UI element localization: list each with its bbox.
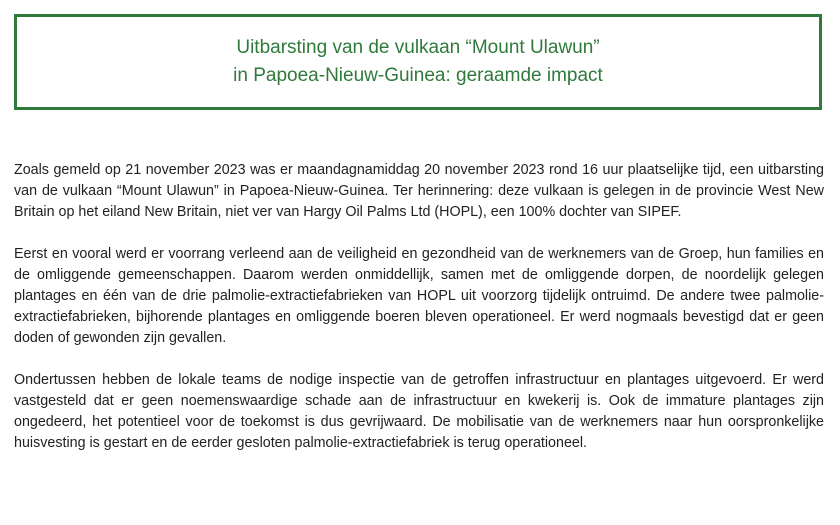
paragraph-safety: Eerst en vooral werd er voorrang verleend aan de veiligheid en gezondheid van de werknemers van de Groep, hun families en de omliggende gemeenschappen. Daarom werden onmiddellijk, samen met de omliggende dorpen, de noordelijk gelegen plantages en één van de drie palmolie-extractiefabrieken van HOPL uit voorzorg tijdelijk ontruimd. De andere twee palmolie-extractiefabrieken, bijhorende plantages en omliggende boeren bleven operationeel. Er werd nogmaals bevestigd dat er geen doden of gewonden zijn gevallen. [14, 246, 824, 346]
document-body [14, 160, 824, 476]
paragraph-intro: Zoals gemeld op 21 november 2023 was er maandagnamiddag 20 november 2023 rond 16 uur plaatselijke tijd, een uitbarsting van de vulkaan “Mount Ulawun” in Papoea-Nieuw-Guinea. Ter herinnering: deze vulkaan is gelegen in de provincie West New Britain op het eiland New Britain, niet ver van Hargy Oil Palms Ltd (HOPL), een 100% dochter van SIPEF. [14, 162, 824, 220]
document-title-line-1: Uitbarsting van de vulkaan “Mount Ulawun” [236, 37, 600, 58]
document-title-line-2: in Papoea-Nieuw-Guinea: geraamde impact [233, 65, 603, 86]
paragraph-inspection: Ondertussen hebben de lokale teams de nodige inspectie van de getroffen infrastructuur en plantages uitgevoerd. Er werd vastgesteld dat er geen noemenswaardige schade aan de infrastructuur en kwekerij is. Ook de immature plantages zijn ongedeerd, het potentieel voor de toekomst is dus gevrijwaard. De mobilisatie van de werknemers naar hun oorspronkelijke huisvesting is gestart en de eerder gesloten palmolie-extractiefabriek is terug operationeel. [14, 372, 824, 451]
title-box [14, 14, 822, 110]
